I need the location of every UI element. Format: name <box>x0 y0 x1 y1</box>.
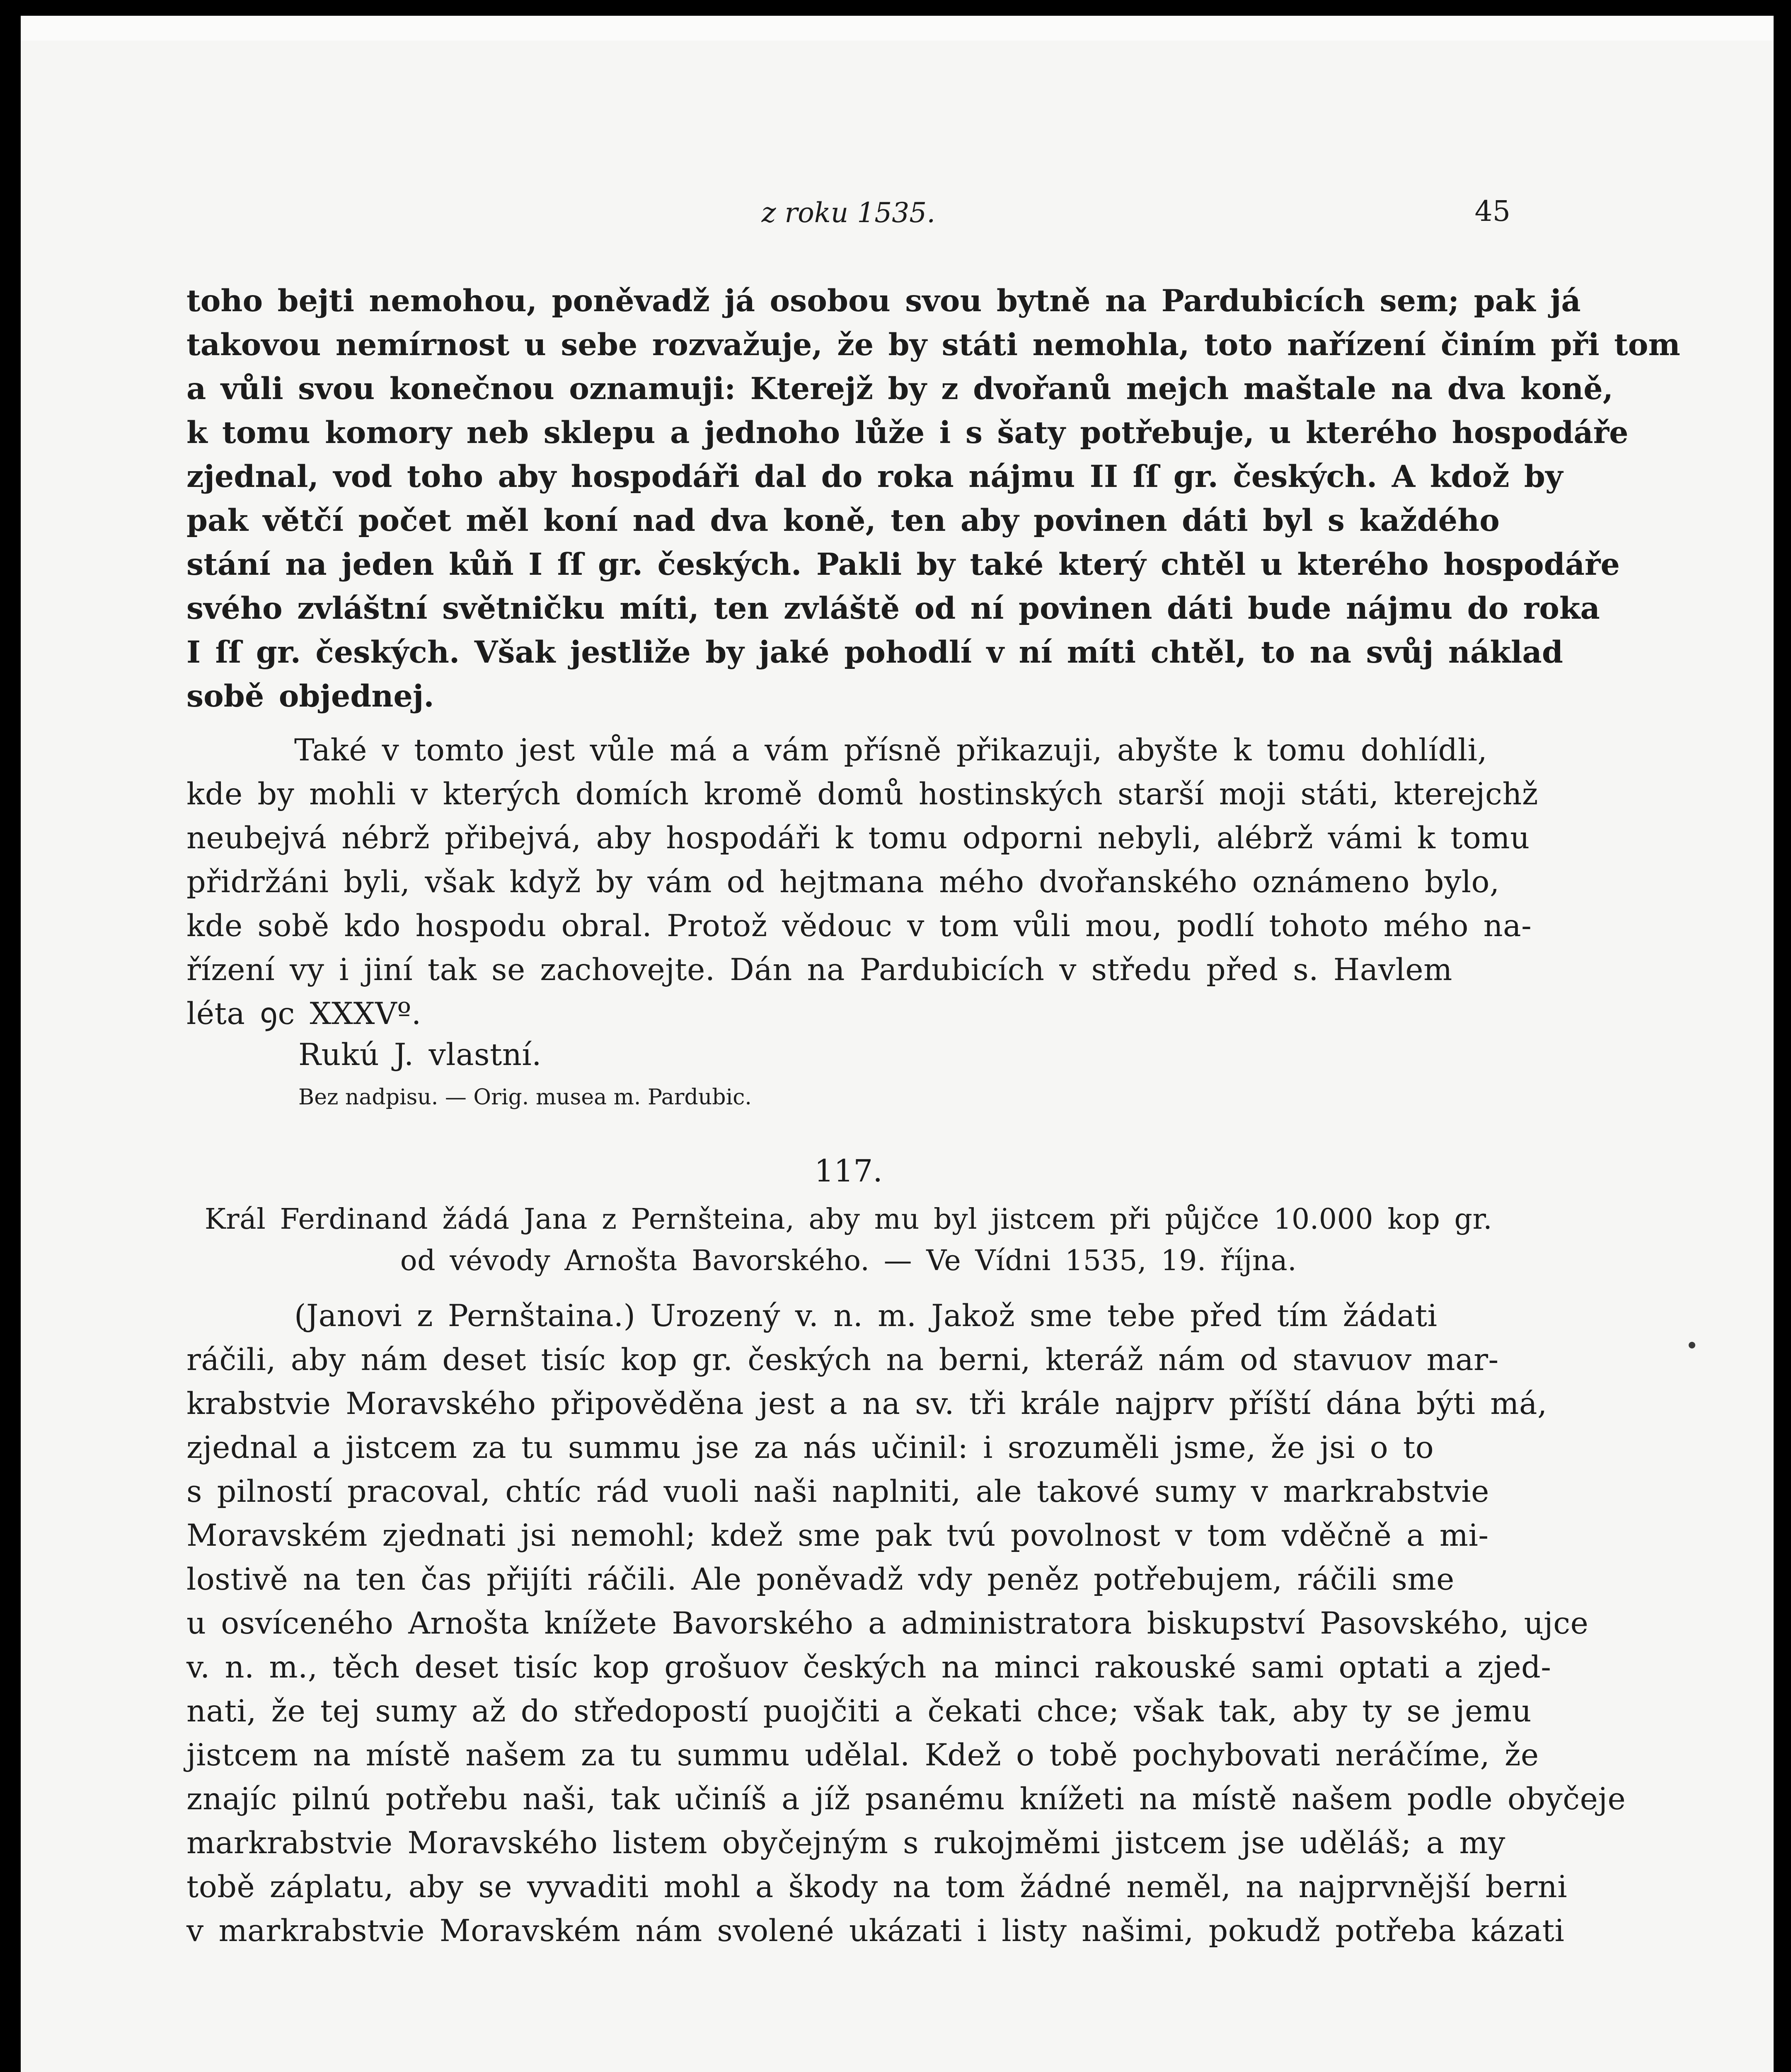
document-number: 117. <box>814 1153 883 1189</box>
scanned-page <box>21 16 1774 2072</box>
text-line: krabstvie Moravského připověděna jest a na sv. tři krále najprv příští dána býti má, <box>186 1386 1547 1421</box>
page-header <box>186 192 1510 237</box>
page-top-band <box>21 16 1774 41</box>
text-line: I ſſ gr. českých. Však jestliže by jaké pohodlí v ní míti chtěl, to na svůj náklad <box>186 634 1563 670</box>
text-line: kde sobě kdo hospodu obral. Protož vědouc v tom vůli mou, podlí tohoto mého na- <box>186 908 1532 944</box>
text-line: Také v tomto jest vůle má a vám přísně přikazuji, abyšte k tomu dohlídli, <box>294 733 1488 768</box>
text-line: neubejvá nébrž přibejvá, aby hospodáři k tomu odporni nebyli, alébrž vámi k tomu <box>186 821 1530 856</box>
summary-line: Král Ferdinand žádá Jana z Pernšteina, aby mu byl jistcem při půjčce 10.000 kop gr. <box>204 1203 1493 1236</box>
paragraph-1 <box>186 279 1680 718</box>
page-number: 45 <box>1474 195 1510 228</box>
text-line: kde by mohli v kterých domích kromě domů hostinských starší moji státi, kterejchž <box>186 777 1538 812</box>
text-line: (Janovi z Pernštaina.) Urozený v. n. m. Jakož sme tebe před tím žádati <box>294 1298 1438 1334</box>
text-line: markrabstvie Moravského listem obyčejným s rukojměmi jistcem jse uděláš; a my <box>186 1825 1505 1861</box>
text-line: znajíc pilnú potřebu naši, tak učiníš a jíž psanému knížeti na místě našem podle obyčeje <box>186 1782 1626 1817</box>
text-line: zjednal, vod toho aby hospodáři dal do roka nájmu II ſſ gr. českých. A kdož by <box>186 459 1563 494</box>
text-line: přidržáni byli, však když by vám od hejtmana mého dvořanského oznámeno bylo, <box>186 864 1500 900</box>
paragraph-2 <box>186 729 1538 1036</box>
summary-line: od vévody Arnošta Bavorského. — Ve Vídni 1535, 19. října. <box>400 1244 1297 1277</box>
text-line: nati, že tej sumy až do středopostí puojčiti a čekati chce; však tak, aby ty se jemu <box>186 1694 1532 1729</box>
text-line: ráčili, aby nám deset tisíc kop gr. českých na berni, kteráž nám od stavuov mar- <box>186 1342 1499 1377</box>
text-line: zjednal a jistcem za tu summu jse za nás učinil: i srozuměli jsme, že jsi o to <box>186 1430 1434 1465</box>
text-line: takovou nemírnost u sebe rozvažuje, že by státi nemohla, toto nařízení činím při tom <box>186 327 1680 363</box>
text-line: jistcem na místě našem za tu summu udělal. Kdež o tobě pochybovati neráčíme, že <box>186 1738 1539 1773</box>
running-title: z roku 1535. <box>761 197 936 229</box>
text-line: s pilností pracoval, chtíc rád vuoli naši naplniti, ale takové sumy v markrabstvie <box>186 1474 1489 1509</box>
text-line: k tomu komory neb sklepu a jednoho lůže i s šaty potřebuje, u kterého hospodáře <box>186 415 1629 450</box>
text-line: léta ꝯc XXXVº. <box>186 996 421 1031</box>
paragraph-3 <box>186 1294 1626 1953</box>
text-line: a vůli svou konečnou oznamuji: Kterejž by z dvořanů mejch maštale na dva koně, <box>186 371 1614 407</box>
text-line: tobě záplatu, aby se vyvaditi mohl a škody na tom žádné neměl, na najprvnější berni <box>186 1869 1568 1905</box>
text-line: u osvíceného Arnošta knížete Bavorského a administratora biskupství Pasovského, ujce <box>186 1606 1589 1641</box>
text-line: řízení vy i jiní tak se zachovejte. Dán na Pardubicích v středu před s. Havlem <box>186 952 1452 988</box>
source-note: Bez nadpisu. — Orig. musea m. Pardubic. <box>298 1085 752 1110</box>
document-summary <box>186 1199 1510 1282</box>
signature: Rukú J. vlastní. <box>298 1037 542 1072</box>
text-line: sobě objednej. <box>186 678 434 714</box>
text-line: pak větčí počet měl koní nad dva koně, ten aby povinen dáti byl s každého <box>186 503 1500 538</box>
text-line: Moravském zjednati jsi nemohl; kdež sme pak tvú povolnost v tom vděčně a mi- <box>186 1518 1489 1553</box>
text-line: lostivě na ten čas přijíti ráčili. Ale poněvadž vdy peněz potřebujem, ráčili sme <box>186 1562 1455 1597</box>
ink-speck-mark <box>1689 1342 1695 1348</box>
text-line: v. n. m., těch deset tisíc kop grošuov českých na minci rakouské sami optati a zjed- <box>186 1650 1551 1685</box>
text-line: stání na jeden kůň I ſſ gr. českých. Pakli by také který chtěl u kterého hospodáře <box>186 547 1620 582</box>
text-line: v markrabstvie Moravském nám svolené ukázati i listy našimi, pokudž potřeba kázati <box>186 1913 1565 1949</box>
text-line: svého zvláštní světničku míti, ten zvláště od ní povinen dáti bude nájmu do roka <box>186 591 1600 626</box>
text-line: toho bejti nemohou, poněvadž já osobou svou bytně na Pardubicích sem; pak já <box>186 283 1581 319</box>
